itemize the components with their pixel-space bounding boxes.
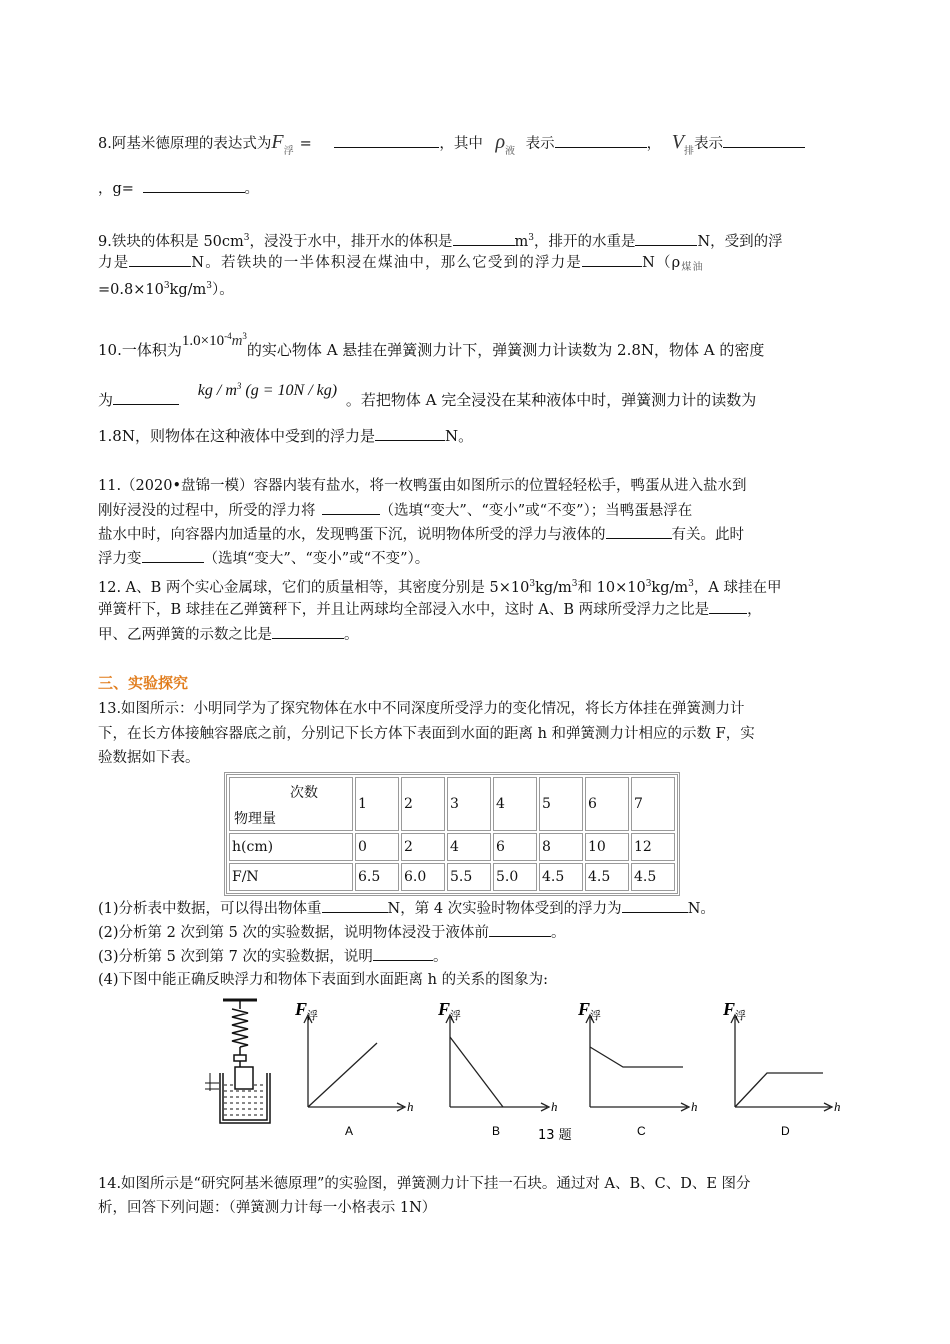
table-cell: 2: [401, 833, 445, 861]
table-row: [229, 863, 675, 891]
table-col-header: 5: [539, 777, 583, 831]
q12-blank-1[interactable]: [709, 599, 747, 614]
table-cell: 6.0: [401, 863, 445, 891]
q11-blank-1[interactable]: [322, 500, 380, 515]
graph-d-line: [735, 1073, 823, 1107]
spring-apparatus: [205, 1000, 270, 1123]
table-corner: 次数 物理量: [229, 777, 353, 831]
graph-c-ylabel: F: [578, 999, 591, 1019]
table-cell: 5.0: [493, 863, 537, 891]
table-cell: 0: [355, 833, 399, 861]
graph-a-xlabel: h: [407, 1099, 414, 1114]
table-cell: 8: [539, 833, 583, 861]
q11-blank-3[interactable]: [142, 548, 204, 563]
q10-blank-2[interactable]: [375, 426, 445, 441]
table-row: [229, 833, 675, 861]
q13-part1: (1)分析表中数据，可以得出物体重 N，第 4 次实验时物体受到的浮力为 N。: [98, 898, 715, 919]
q13-blank-1[interactable]: [322, 898, 388, 913]
graph-c-label: C: [637, 1124, 646, 1138]
q13-line1: 13.如图所示：小明同学为了探究物体在水中不同深度所受浮力的变化情况，将长方体挂在弹簧测力计: [98, 701, 745, 717]
q13-part3: (3)分析第 5 次到第 7 次的实验数据，说明 。: [98, 946, 447, 967]
graph-a-ysub: 浮: [307, 1009, 318, 1022]
q13-part4: (4)下图中能正确反映浮力和物体下表面到水面距离 h 的关系的图象为:: [98, 972, 548, 988]
q13-blank-3[interactable]: [489, 922, 551, 937]
table-col-header: 2: [401, 777, 445, 831]
graph-b-label: B: [492, 1124, 501, 1138]
graph-b-xlabel: h: [551, 1099, 558, 1114]
graph-c: [577, 999, 698, 1138]
q13-part2: (2)分析第 2 次到第 5 次的实验数据，说明物体浸没于液体前 。: [98, 922, 565, 943]
q12-line2: 弹簧杆下，B 球挂在乙弹簧秤下，并且让两球均全部浸入水中，这时 A、B 两球所受浮力之比是 ，: [98, 599, 762, 620]
q9-blank-2[interactable]: [635, 231, 697, 246]
q11-line2: 刚好浸没的过程中，所受的浮力将 （选填“变大”、“变小”或“不变”）；当鸭蛋悬浮在: [98, 500, 692, 521]
table-cell: 6: [493, 833, 537, 861]
table-cell: 12: [631, 833, 675, 861]
graph-d: [722, 999, 841, 1138]
section-heading: 三、实验探究: [98, 675, 189, 692]
graph-c-ysub: 浮: [590, 1009, 601, 1022]
q11-line1: 11.（2020•盘锦一模）容器内装有盐水，将一枚鸭蛋由如图所示的位置轻轻松手，鸭蛋从进入盐水到: [98, 478, 747, 494]
graph-b-line: [450, 1037, 503, 1107]
table-cell: 10: [585, 833, 629, 861]
q10-line2: 为 kg / $m^3$ (g = 10N / kg) 。若把物体 A 完全浸没在某种液体中时，弹簧测力计的读数为: [98, 381, 757, 409]
data-table: [224, 772, 680, 896]
row-label: F/N: [229, 863, 353, 891]
graph-d-xlabel: h: [834, 1099, 841, 1114]
q8-blank-1[interactable]: [334, 133, 439, 148]
graph-a-line: [308, 1043, 377, 1107]
graph-d-label: D: [781, 1124, 790, 1138]
q10-line3: 1.8N，则物体在这种液体中受到的浮力是 N。: [98, 427, 474, 445]
graph-a-label: A: [345, 1124, 354, 1138]
q11-line4: 浮力变 （选填“变大”、“变小”或“不变”）。: [98, 548, 429, 569]
figure-caption: 13 题: [538, 1128, 572, 1143]
q14-line2: 析，回答下列问题：（弹簧测力计每一小格表示 1N）: [98, 1200, 437, 1216]
q9-line2: 力是 N。若铁块的一半体积浸在煤油中，那么它受到的浮力是 $N(\rho_{煤油}$: [98, 252, 704, 278]
graph-c-line: [590, 1047, 683, 1067]
table-cell: 6.5: [355, 863, 399, 891]
graph-b-ysub: 浮: [450, 1009, 461, 1022]
table-col-header: 1: [355, 777, 399, 831]
table-cell: 4: [447, 833, 491, 861]
q13-figure: [195, 995, 845, 1150]
q9-blank-3[interactable]: [129, 252, 191, 267]
q8-line2: ，g= 。: [98, 178, 259, 199]
q11-blank-2[interactable]: [606, 524, 672, 539]
table-col-header: 6: [585, 777, 629, 831]
q11-line3: 盐水中时，向容器内加适量的水，发现鸭蛋下沉，说明物体所受的浮力与液体的 有关。此时: [98, 524, 744, 545]
table-col-header: 3: [447, 777, 491, 831]
q12-line1: 12. A、B 两个实心金属球，它们的质量相等，其密度分别是 $5\times 10^3kg/m^3$和 $10\times 10^3kg/m^3$，A 球挂在甲: [98, 579, 782, 596]
q10-line1: 10.一体积为$1.0\times 10^{-4}m^3$的实心物体 A 悬挂在弹簧测力计下，弹簧测力计读数为 2.8N，物体 A 的密度: [98, 331, 765, 359]
table-cell: 4.5: [539, 863, 583, 891]
q12-line3: 甲、乙两弹簧的示数之比是 。: [98, 624, 359, 645]
q13-blank-4[interactable]: [373, 946, 433, 961]
row-label: h(cm): [229, 833, 353, 861]
q9-blank-1[interactable]: [453, 231, 515, 246]
graph-a-ylabel: F: [295, 999, 308, 1019]
q13-line3: 验数据如下表。: [98, 750, 200, 766]
q13-line2: 下，在长方体接触容器底之前，分别记下长方体下表面到水面的距离 h 和弹簧测力计相应的示数 F，实: [98, 726, 755, 742]
graph-b: [437, 999, 572, 1143]
table-cell: 5.5: [447, 863, 491, 891]
table-col-header: 7: [631, 777, 675, 831]
table-col-header: 4: [493, 777, 537, 831]
q10-blank-1[interactable]: [113, 390, 179, 405]
q12-blank-2[interactable]: [272, 624, 344, 639]
graph-b-ylabel: F: [438, 999, 451, 1019]
q8-line1: 8.阿基米德原理的表达式为$F_浮$ = ，其中 $\rho_液$ 表示 ， $V_排$表示: [98, 132, 805, 162]
table-cell: 4.5: [585, 863, 629, 891]
q13-blank-2[interactable]: [622, 898, 688, 913]
q9-blank-4[interactable]: [582, 252, 642, 267]
q8-blank-3[interactable]: [723, 133, 805, 148]
graph-d-ylabel: F: [723, 999, 736, 1019]
q8-blank-2[interactable]: [555, 133, 647, 148]
graph-c-xlabel: h: [691, 1099, 698, 1114]
q9-line1: 9.铁块的体积是 $50cm^3$，浸没于水中，排开水的体积是 $m^3$，排开的水重是 N，受到的浮: [98, 233, 783, 250]
table-cell: 4.5: [631, 863, 675, 891]
q14-line1: 14.如图所示是“研究阿基米德原理”的实验图，弹簧测力计下挂一石块。通过对 A、B、C、D、E 图分: [98, 1176, 751, 1192]
q9-line3: $=0.8\times 10^3kg/m^3$）。: [98, 281, 234, 298]
graph-a: [294, 999, 414, 1138]
q8-blank-4[interactable]: [143, 178, 245, 193]
graph-d-ysub: 浮: [735, 1009, 746, 1022]
